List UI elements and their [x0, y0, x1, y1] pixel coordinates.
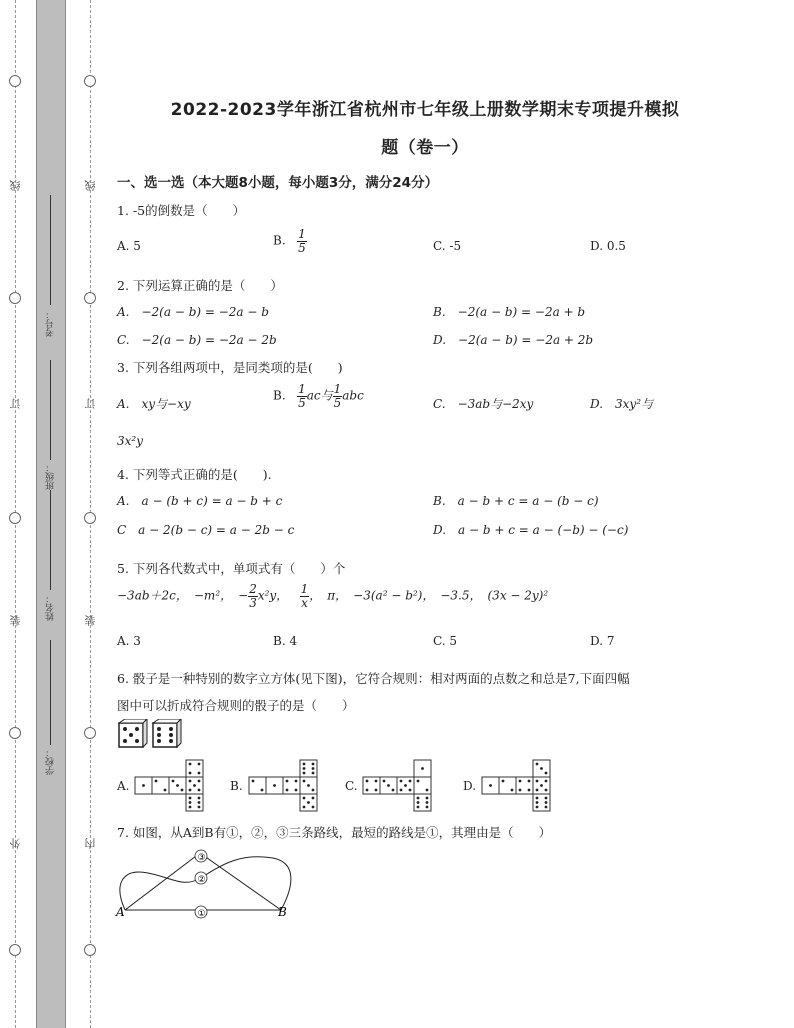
name-line	[50, 490, 51, 590]
question-1-stem: 1. -5的倒数是（ ）	[117, 203, 246, 218]
question-6-stem-cont: 图中可以折成符合规则的骰子的是（ ）	[117, 698, 355, 713]
die-icon	[153, 719, 181, 747]
q2-option-d: D. −2(a − b) = −2a + 2b	[433, 333, 594, 347]
binding-hole	[9, 944, 21, 956]
q7-route-diagram	[113, 843, 303, 923]
q5-expressions: −3ab＋2c， −m²， − $\frac{2}{3}$ x²y， $\frac{1}{x}$ ， π， −3(a² − b²)， −3.5， (3x − 2y)²	[117, 582, 549, 610]
point-a-label: A	[116, 905, 125, 919]
question-2-stem: 2. 下列运算正确的是（ ）	[117, 278, 283, 293]
binding-hole	[9, 727, 21, 739]
margin-char: 线	[9, 180, 22, 191]
q4-option-c: C a − 2(b − c) = a − 2b − c	[117, 523, 295, 537]
q4-option-a: A. a − (b + c) = a − b + c	[117, 494, 283, 508]
dice-illustration	[117, 719, 183, 751]
q3-option-d-cont: 3x²y	[117, 434, 143, 448]
question-4-stem: 4. 下列等式正确的是( ).	[117, 467, 272, 482]
margin-char: 线	[84, 180, 97, 191]
q6-option-a: A.	[117, 779, 130, 793]
q6-option-c: C.	[345, 779, 358, 793]
q2-option-a: A. −2(a − b) = −2a − b	[117, 305, 269, 319]
q2-option-c: C. −2(a − b) = −2a − 2b	[117, 333, 277, 347]
q5-option-b: B. 4	[273, 634, 298, 648]
binding-hole	[84, 944, 96, 956]
binding-hole	[9, 512, 21, 524]
school-label: 学校：	[46, 748, 56, 775]
margin-char: 订	[84, 398, 97, 409]
q1-option-c: C. -5	[433, 239, 462, 253]
binding-hole	[84, 512, 96, 524]
margin-char: 内	[84, 838, 97, 849]
route-1-label: ①	[197, 909, 206, 919]
margin-char: 订	[9, 398, 22, 409]
q2-option-b: B. −2(a − b) = −2a + b	[433, 305, 586, 319]
question-3-stem: 3. 下列各组两项中，是同类项的是( )	[117, 360, 343, 375]
q6-net-b	[248, 759, 320, 813]
school-line	[50, 640, 51, 745]
point-b-label: B	[278, 905, 287, 919]
class-line	[50, 360, 51, 460]
q4-option-d: D. a − b + c = a − (−b) − (−c)	[433, 523, 629, 537]
die-icon	[119, 719, 147, 747]
binding-hole	[9, 292, 21, 304]
q5-option-d: D. 7	[590, 634, 615, 648]
section-heading: 一、选一选（本大题8小题，每小题3分，满分24分）	[117, 175, 439, 191]
exam-no-label: 考号：	[46, 310, 56, 337]
q4-option-b: B. a − b + c = a − (b − c)	[433, 494, 599, 508]
q5-option-c: C. 5	[433, 634, 458, 648]
q6-net-d	[481, 759, 553, 813]
binding-hole	[84, 292, 96, 304]
q1-option-d: D. 0.5	[590, 239, 626, 253]
question-6-stem: 6. 骰子是一种特别的数字立方体(见下图)，它符合规则：相对两面的点数之和总是7,下面四幅	[117, 671, 630, 686]
q3-option-a: A. xy与−xy	[117, 397, 191, 411]
page-title: 2022-2023学年浙江省杭州市七年级上册数学期末专项提升模拟	[170, 100, 680, 120]
exam-no-line	[50, 195, 51, 305]
q6-net-a	[134, 759, 206, 813]
q3-option-c: C. −3ab与−2xy	[433, 397, 534, 411]
q6-option-d: D.	[463, 779, 477, 793]
question-7-stem: 7. 如图，从A到B有①，②，③三条路线，最短的路线是①，其理由是（ ）	[117, 825, 552, 840]
margin-char: 装	[84, 615, 97, 626]
route-3-label: ③	[197, 853, 206, 863]
margin-char: 装	[9, 615, 22, 626]
question-5-stem: 5. 下列各代数式中，单项式有（ ）个	[117, 561, 346, 576]
q5-option-a: A. 3	[117, 634, 141, 648]
q3-option-d: D. 3xy²与	[590, 397, 654, 411]
name-label: 姓名：	[46, 594, 56, 621]
binding-hole	[84, 727, 96, 739]
q6-option-b: B.	[230, 779, 243, 793]
q3-option-b: B. $\frac{1}{5}$ ac与 $\frac{1}{5}$ abc	[273, 382, 364, 410]
binding-hole	[9, 75, 21, 87]
q1-option-a: A. 5	[117, 239, 141, 253]
binding-gutter	[36, 0, 66, 1028]
page-title-cont: 题（卷一）	[381, 138, 469, 158]
class-label: 班级：	[46, 463, 56, 490]
q1-option-b: B. $\frac{1}{5}$	[273, 227, 306, 255]
q6-net-c	[362, 759, 434, 813]
binding-hole	[84, 75, 96, 87]
route-2-label: ②	[197, 875, 206, 885]
margin-char: 外	[9, 838, 22, 849]
